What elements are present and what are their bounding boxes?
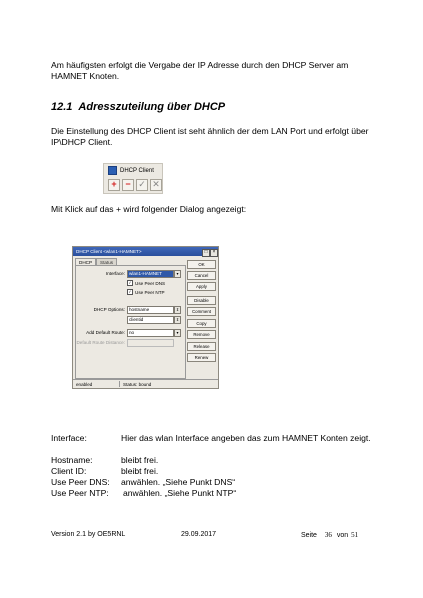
dhcp-client-paragraph: Die Einstellung des DHCP Client ist seht ähnlich der dem LAN Port und erfolgt über IP\DHCP Client. [51,126,369,147]
footer-of-word: von [336,532,349,539]
copy-button[interactable]: Copy [187,319,216,328]
dhcp-client-dialog [72,246,219,389]
interface-select[interactable]: wlan1-HAMNET [127,270,174,278]
section-number: 12.1 [51,101,73,113]
remove-minus-icon[interactable]: − [122,179,134,191]
footer-page-total: 51 [351,531,359,539]
default-route-distance-label: Default Route Distance: [76,340,125,345]
mini-window-title [108,166,154,175]
remove-button[interactable]: Remove [187,330,216,339]
definition-key: Hostname: [51,455,93,465]
add-default-route-select[interactable]: no [127,329,174,337]
add-plus-icon[interactable]: + [108,179,120,191]
dhcp-option-2-dropdown-icon[interactable]: ⇕ [175,317,180,322]
definition-value: bleibt frei. [121,455,159,465]
definition-value: anwählen. „Siehe Punkt DNS“ [121,477,236,487]
status-enabled: enabled [76,381,93,387]
check-icon: ✓ [128,289,132,294]
dhcp-client-toolbar-screenshot [103,163,163,194]
definition-value: anwählen. „Siehe Punkt NTP“ [123,488,237,498]
dhcp-option-1-dropdown-icon[interactable]: ⇕ [175,307,180,312]
tab-dhcp[interactable]: DHCP [75,258,96,266]
dhcp-option-1-field[interactable]: hostname [127,306,174,314]
cancel-button[interactable]: Cancel [187,271,216,280]
comment-button[interactable]: Comment [187,307,216,316]
use-peer-dns-checkbox[interactable] [127,280,165,286]
definition-value: bleibt frei. [121,466,159,476]
definition-use-peer-dns [51,477,235,488]
add-default-route-label: Add Default Route: [86,330,125,335]
definition-interface [51,433,371,444]
disable-x-icon[interactable]: ✕ [150,179,162,191]
dialog-titlebar [73,247,218,256]
section-heading [51,101,225,113]
footer-page [301,531,358,539]
footer-date: 29.09.2017 [181,531,217,538]
section-title: Adresszuteilung über DHCP [78,101,226,113]
definition-key: Client ID: [51,466,87,476]
use-peer-dns-label: Use Peer DNS [135,280,166,286]
definition-key: Use Peer NTP: [51,488,109,498]
footer-page-number: 36 [324,531,332,539]
mini-window-title-text: DHCP Client [120,167,154,174]
close-icon[interactable]: × [210,249,218,257]
definition-client-id [51,466,158,477]
definition-hostname [51,455,158,466]
default-route-distance-field [127,339,174,347]
maximize-icon[interactable]: □ [202,249,210,257]
tab-status[interactable]: Status [96,258,117,266]
renew-button[interactable]: Renew [187,353,216,362]
interface-dropdown-icon[interactable]: ▾ [174,270,181,278]
use-peer-ntp-checkbox[interactable] [127,289,165,295]
intro-paragraph: Am häufigsten erfolgt die Vergabe der IP Adresse durch den DHCP Server am HAMNET Knoten. [51,60,349,81]
dialog-status-bar [73,379,218,388]
dhcp-settings-panel [75,265,186,379]
footer-page-word: Seite [301,532,317,539]
ok-button[interactable]: OK [187,260,216,269]
enable-check-icon[interactable]: ✓ [136,179,148,191]
dialog-title: DHCP Client <wlan1-HAMNET> [76,249,142,254]
definition-key: Interface: [51,433,87,443]
use-peer-ntp-label: Use Peer NTP [135,289,165,295]
footer-version: Version 2.1 by OE5RNL [51,531,126,538]
definition-use-peer-ntp [51,488,236,499]
window-icon [108,166,117,175]
interface-label: Interface: [105,271,125,276]
dhcp-options-label: DHCP Options: [93,307,125,312]
disable-button[interactable]: Disable [187,296,216,305]
definition-key: Use Peer DNS: [51,477,110,487]
apply-button[interactable]: Apply [187,282,216,291]
definition-value: Hier das wlan Interface angeben das zum HAMNET Konten zeigt. [121,433,371,443]
click-instruction-paragraph: Mit Klick auf das + wird folgender Dialog angezeigt: [51,204,247,214]
add-default-route-dropdown-icon[interactable]: ▾ [174,329,181,337]
release-button[interactable]: Release [187,342,216,351]
check-icon: ✓ [128,280,132,285]
dhcp-option-2-field[interactable]: clientid [127,316,174,324]
status-bound: Status: bound [123,381,152,387]
